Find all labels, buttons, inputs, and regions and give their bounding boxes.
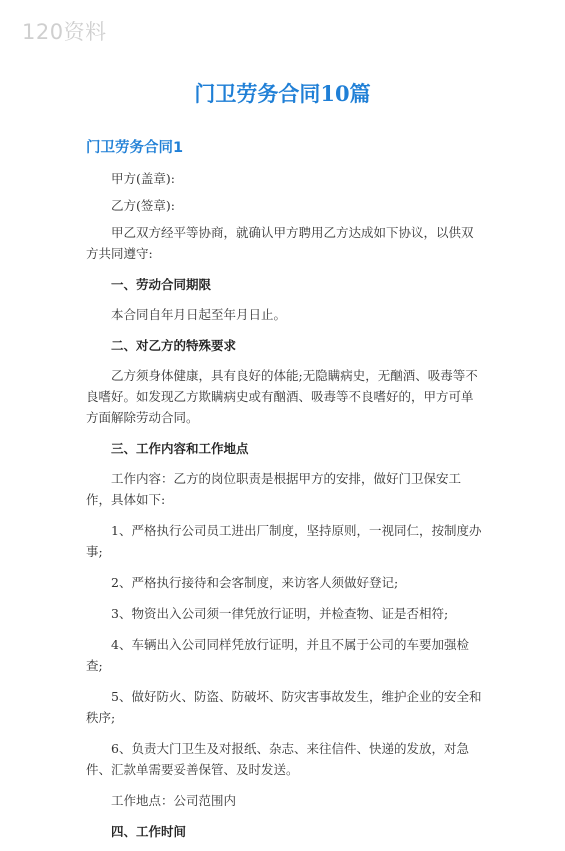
party-a-line: 甲方(盖章): bbox=[111, 171, 175, 186]
duty-item: 4、车辆出入公司同样凭放行证明，并且不属于公司的车要加强检查; bbox=[86, 637, 469, 673]
heading-work-content: 三、工作内容和工作地点 bbox=[111, 441, 249, 456]
heading-contract-term: 一、劳动合同期限 bbox=[111, 277, 212, 292]
section-title: 门卫劳务合同1 bbox=[86, 140, 184, 156]
document-title: 门卫劳务合同10篇 bbox=[194, 81, 371, 106]
duty-item: 2、严格执行接待和会客制度，来访客人须做好登记; bbox=[111, 575, 399, 590]
work-place-paragraph: 工作地点：公司范围内 bbox=[111, 793, 237, 808]
contract-term-paragraph: 本合同自年月日起至年月日止。 bbox=[111, 307, 287, 322]
duty-item: 3、物资出入公司须一律凭放行证明，并检查物、证是否相符; bbox=[111, 606, 449, 621]
watermark: 120资料 bbox=[22, 20, 107, 44]
document-body bbox=[86, 168, 482, 851]
intro-paragraph: 甲乙双方经平等协商，就确认甲方聘用乙方达成如下协议，以供双方共同遵守: bbox=[86, 225, 474, 261]
duty-item: 6、负责大门卫生及对报纸、杂志、来往信件、快递的发放，对急件、汇款单需要妥善保管、及时发送。 bbox=[86, 741, 469, 777]
work-content-paragraph: 工作内容：乙方的岗位职责是根据甲方的安排，做好门卫保安工作，具体如下: bbox=[86, 471, 462, 507]
party-b-line: 乙方(签章): bbox=[111, 198, 175, 213]
heading-work-hours: 四、工作时间 bbox=[111, 824, 187, 839]
requirements-paragraph: 乙方须身体健康，具有良好的体能;无隐瞒病史，无酗酒、吸毒等不良嗜好。如发现乙方欺瞒病史或有酗酒、吸毒等不良嗜好的，甲方可单方面解除劳动合同。 bbox=[86, 368, 478, 425]
heading-special-requirements: 二、对乙方的特殊要求 bbox=[111, 338, 237, 353]
duty-item: 5、做好防火、防盗、防破坏、防灾害事故发生，维护企业的安全和秩序; bbox=[86, 689, 482, 725]
duty-item: 1、严格执行公司员工进出厂制度，坚持原则，一视同仁，按制度办事; bbox=[86, 523, 482, 559]
